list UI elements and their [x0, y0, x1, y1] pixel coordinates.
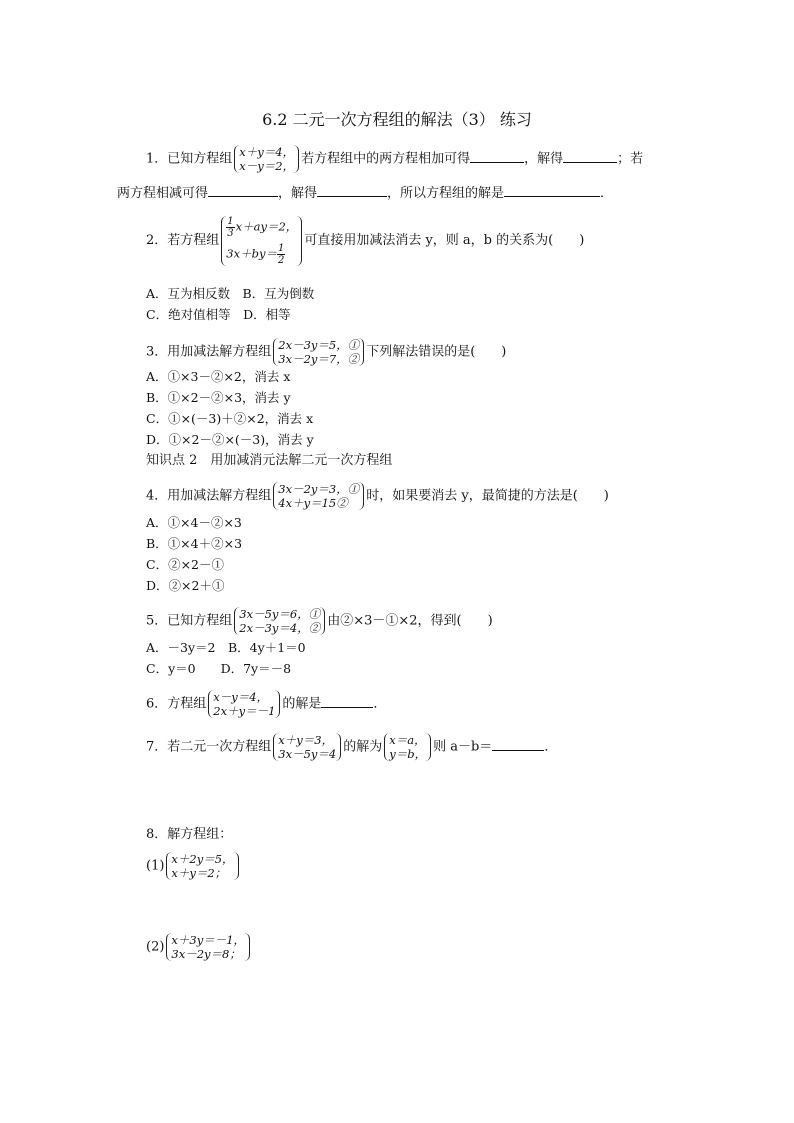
- equation-system: x＋2y＝5， x＋y＝2；: [166, 852, 238, 880]
- answer-blank[interactable]: [563, 150, 617, 163]
- question-8: 8．解方程组：: [146, 827, 233, 842]
- answer-blank[interactable]: [321, 695, 373, 708]
- question-7: 7．若二元一次方程组 x＋y＝3， 3x－5y＝4 的解为 x＝a， y＝b， 则 a－b＝ ．: [146, 733, 558, 761]
- question-3: 3．用加减法解方程组 2x－3y＝5，① 3x－2y＝7，② 下列解法错误的是( ): [146, 338, 507, 366]
- solution-system: x＝a， y＝b，: [384, 733, 431, 761]
- equation-system: x＋y＝4， x－y＝2，: [234, 145, 299, 173]
- option-c: C．②×2－①: [146, 557, 224, 572]
- question-8-part-1: (1) x＋2y＝5， x＋y＝2；: [146, 852, 241, 880]
- equation-system: 3x－5y＝6，① 2x－3y＝4，②: [234, 607, 325, 635]
- equation-system: 2x－3y＝5，① 3x－2y＝7，②: [273, 338, 364, 366]
- question-1: 1．已知方程组 x＋y＝4， x－y＝2， 若方程组中的两方程相加可得 ，解得 ；若: [146, 145, 644, 173]
- option-c: C．①×(－3)＋②×2，消去 x: [146, 411, 314, 426]
- question-5: 5．已知方程组 3x－5y＝6，① 2x－3y＝4，② 由②×3－①×2，得到( ): [146, 607, 493, 635]
- question-1-line-2: 两方程相减可得 ，解得 ，所以方程组的解是 ．: [117, 186, 614, 201]
- equation-system: x＋3y＝－1， 3x－2y＝8；: [166, 933, 250, 961]
- equation-system: x－y＝4， 2x＋y＝－1: [208, 690, 280, 718]
- equation-system: $\frac{1}{3}$ x＋ay＝2， 3x＋by＝ $\frac{1}{2}$: [221, 216, 302, 266]
- equation-system: 3x－2y＝3，① 4x＋y＝15②: [273, 482, 364, 510]
- option-d: D．①×2－②×(－3)，消去 y: [146, 432, 314, 447]
- answer-blank[interactable]: [470, 150, 524, 163]
- option-cd: C．y＝0 D．7y＝－8: [146, 661, 292, 676]
- option-a: A．①×4－②×3: [146, 515, 242, 530]
- option-b: B．①×4＋②×3: [146, 536, 243, 551]
- option-d: D．②×2＋①: [146, 578, 225, 593]
- answer-blank[interactable]: [504, 184, 600, 197]
- answer-blank[interactable]: [492, 738, 544, 751]
- knowledge-point-heading: 知识点 2 用加减消元法解二元一次方程组: [146, 453, 393, 468]
- option-ab: A．－3y＝2 B．4y＋1＝0: [146, 640, 306, 655]
- option-ab: A．互为相反数 B．互为倒数: [146, 286, 315, 301]
- page-title: 6.2 二元一次方程组的解法（3） 练习: [262, 110, 532, 129]
- answer-blank[interactable]: [317, 184, 387, 197]
- question-4: 4．用加减法解方程组 3x－2y＝3，① 4x＋y＝15② 时，如果要消去 y，最简捷的方法是( ): [146, 482, 609, 510]
- question-2: 2．若方程组 $\frac{1}{3}$ x＋ay＝2， 3x＋by＝ $\frac{1}{2}$ 可直接用加减法消去 y，则 a，b 的关系为( ): [146, 215, 585, 266]
- question-8-part-2: (2) x＋3y＝－1， 3x－2y＝8；: [146, 933, 252, 961]
- option-b: B．①×2－②×3，消去 y: [146, 390, 291, 405]
- equation-system: x＋y＝3， 3x－5y＝4: [273, 733, 341, 761]
- question-6: 6．方程组 x－y＝4， 2x＋y＝－1 的解是 ．: [146, 690, 387, 718]
- option-cd: C．绝对值相等 D．相等: [146, 307, 291, 322]
- option-a: A．①×3－②×2，消去 x: [146, 369, 291, 384]
- answer-blank[interactable]: [208, 184, 278, 197]
